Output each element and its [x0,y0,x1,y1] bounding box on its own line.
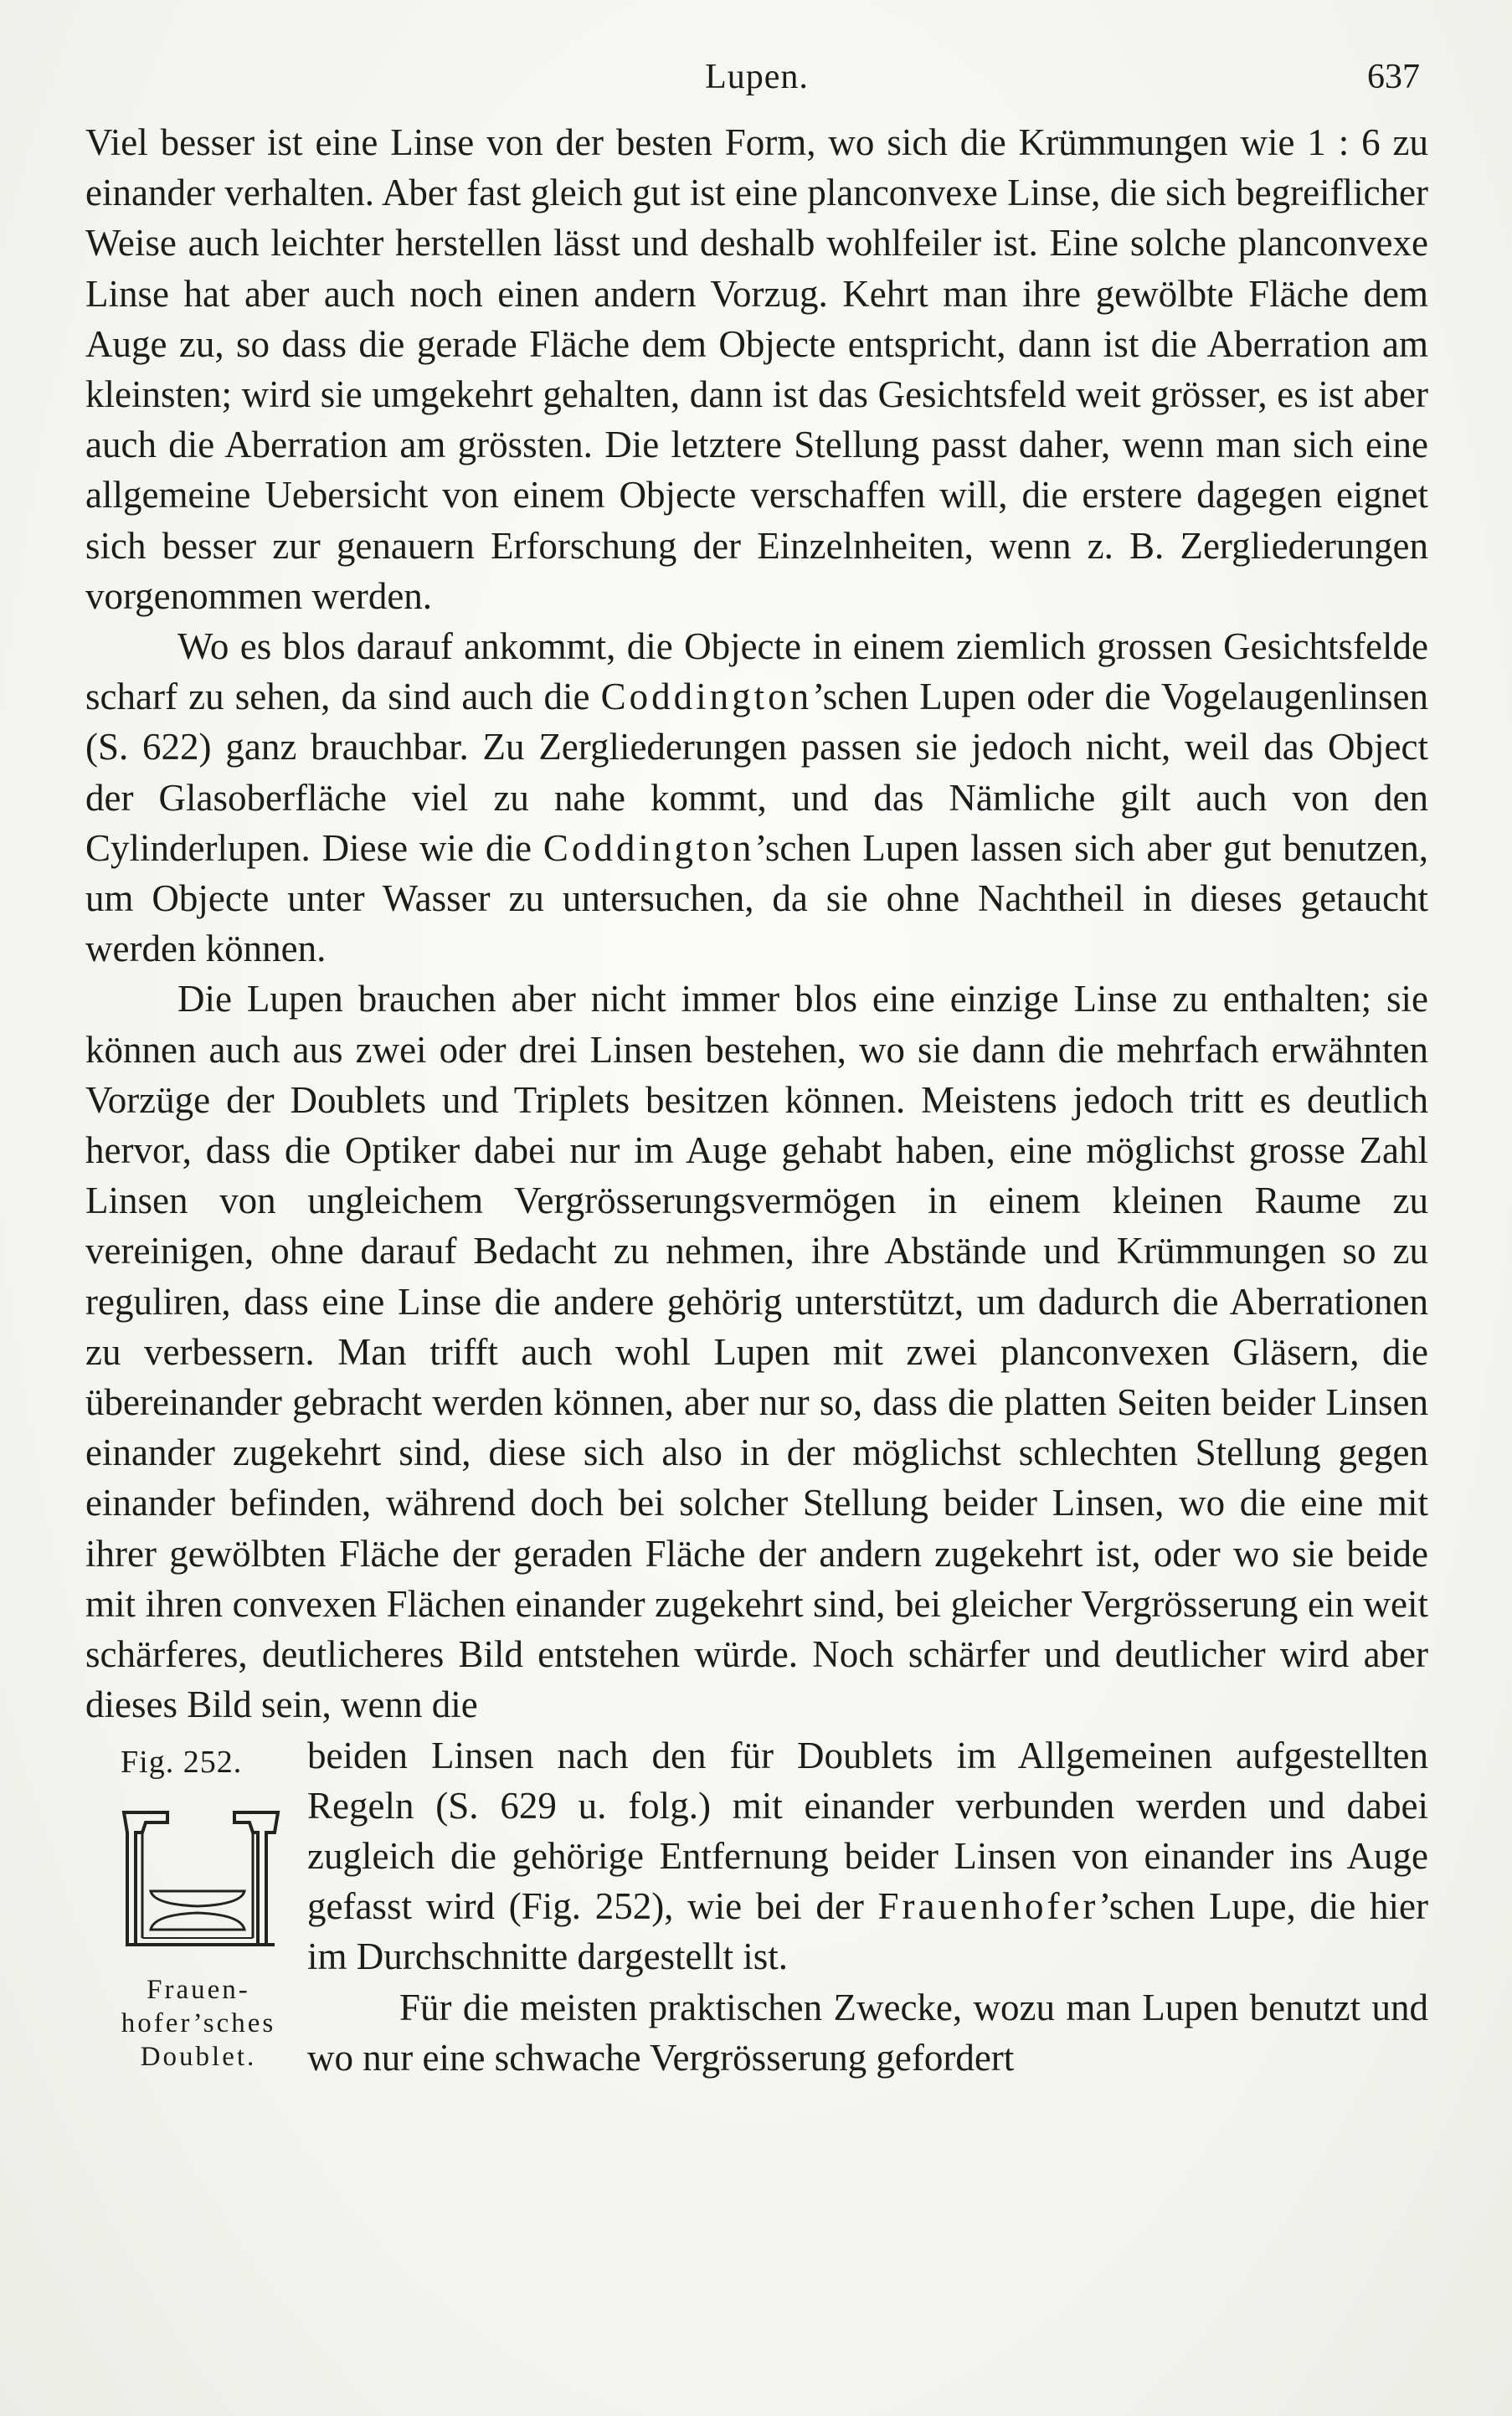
paragraph-2-part-c: ’schen Lupen lassen sich aber gut benutzen, um Objecte unter Wasser zu untersuchen, da sie ohne Nachtheil in dieses getaucht werden können. [85,826,1428,970]
figure-adjacent-text [307,1730,1428,2083]
paragraph-3-cont-b: ’schen Lupe, die hier im Durchschnitte dargestellt ist. [307,1885,1429,1978]
paragraph-3: Die Lupen brauchen aber nicht immer blos eine einzige Linse zu enthalten; sie können auch aus zwei oder drei Linsen bestehen, wo sie dann die mehrfach erwähnten Vorzüge der Doublets und Triplets besitzen können. Meistens jedoch tritt es deutlich hervor, dass die Optiker dabei nur im Auge gehabt haben, eine möglichst grosse Zahl Linsen von ungleichem Vergrösserungsvermögen in einem kleinen Raume zu vereinigen, ohne darauf Bedacht zu nehmen, ihre Abstände und Krümmungen so zu reguliren, dass eine Linse die andere gehörig unterstützt, um dadurch die Aberrationen zu verbessern. Man trifft auch wohl Lupen mit zwei planconvexen Gläsern, die übereinander gebracht werden können, aber nur so, dass die platten Seiten beider Linsen einander zugekehrt sind, diese sich also in der möglichst schlechten Stellung gegen einander befinden, während doch bei solcher Stellung beider Linsen, wo die eine mit ihrer gewölbten Fläche der geraden Fläche der andern zugekehrt ist, oder wo sie beide mit ihren convexen Flächen einander zugekehrt sind, bei gleicher Vergrösserung ein weit schärferes, deutlicheres Bild entstehen würde. Noch schärfer und deutlicher wird aber dieses Bild sein, wenn die [85,978,1428,1726]
paragraph-2-part-a: Wo es blos darauf ankommt, die Objecte in einem ziemlich grossen Gesichtsfelde scharf zu sehen, da sind auch die [85,625,1428,718]
figure-block [85,1730,1428,2141]
running-title: Lupen. [705,58,809,96]
page-number: 637 [1367,58,1420,96]
body-text [85,117,1428,2141]
paragraph-4: Für die meisten praktischen Zwecke, wozu man Lupen benutzt und wo nur eine schwache Vergrösserung gefordert [307,1986,1428,2079]
figure-caption [94,1973,303,2074]
paragraph-3-cont-a: beiden Linsen nach den für Doublets im Allgemeinen aufgestellten Regeln (S. 629 u. folg.) mit einander verbunden werden und dabei zugleich die gehörige Entfernung beider Linsen von einander ins Auge gefasst wird (Fig. 252), wie bei der [307,1734,1428,1928]
paragraph-2-part-b: ’schen Lupen oder die Vogelaugenlinsen (S. 622) ganz brauchbar. Zu Zergliederungen passen sie jedoch nicht, weil das Object der Glasoberfläche viel zu nahe kommt, und das Nämliche gilt auch von den Cylinderlupen. Diese wie die [85,676,1428,869]
figure-252 [85,1730,311,2141]
paragraph-1: Viel besser ist eine Linse von der besten Form, wo sich die Krümmungen wie 1 : 6 zu einander verhalten. Aber fast gleich gut ist eine planconvexe Linse, die sich begreiflicher Weise auch leichter herstellen lässt und deshalb wohlfeiler ist. Eine solche planconvexe Linse hat aber auch noch einen andern Vorzug. Kehrt man ihre gewölbte Fläche dem Auge zu, so dass die gerade Fläche dem Objecte entspricht, dann ist die Aberration am kleinsten; wird sie umgekehrt gehalten, dann ist das Gesichtsfeld weit grösser, es ist aber auch die Aberration am grössten. Die letztere Stellung passt daher, wenn man sich eine allgemeine Uebersicht von einem Objecte verschaffen will, die erstere dagegen eignet sich besser zur genauern Erforschung der Einzelnheiten, wenn z. B. Zergliederungen vorgenommen werden. [85,121,1428,617]
coddington-name-1: Coddington [600,676,813,718]
caption-line-3: Doublet. [140,2041,257,2072]
caption-line-1: Frauen- [147,1974,250,2005]
paragraph-3-continued [307,1730,1428,1982]
frauenhofer-name: Frauenhofer [877,1885,1099,1928]
caption-line-2: hofer’sches [121,2007,276,2038]
coddington-name-2: Coddington [543,826,755,869]
figure-label: Fig. 252. [121,1744,243,1780]
doublet-diagram [117,1789,285,1956]
paragraph-2 [85,621,1428,974]
running-head [85,52,1428,102]
